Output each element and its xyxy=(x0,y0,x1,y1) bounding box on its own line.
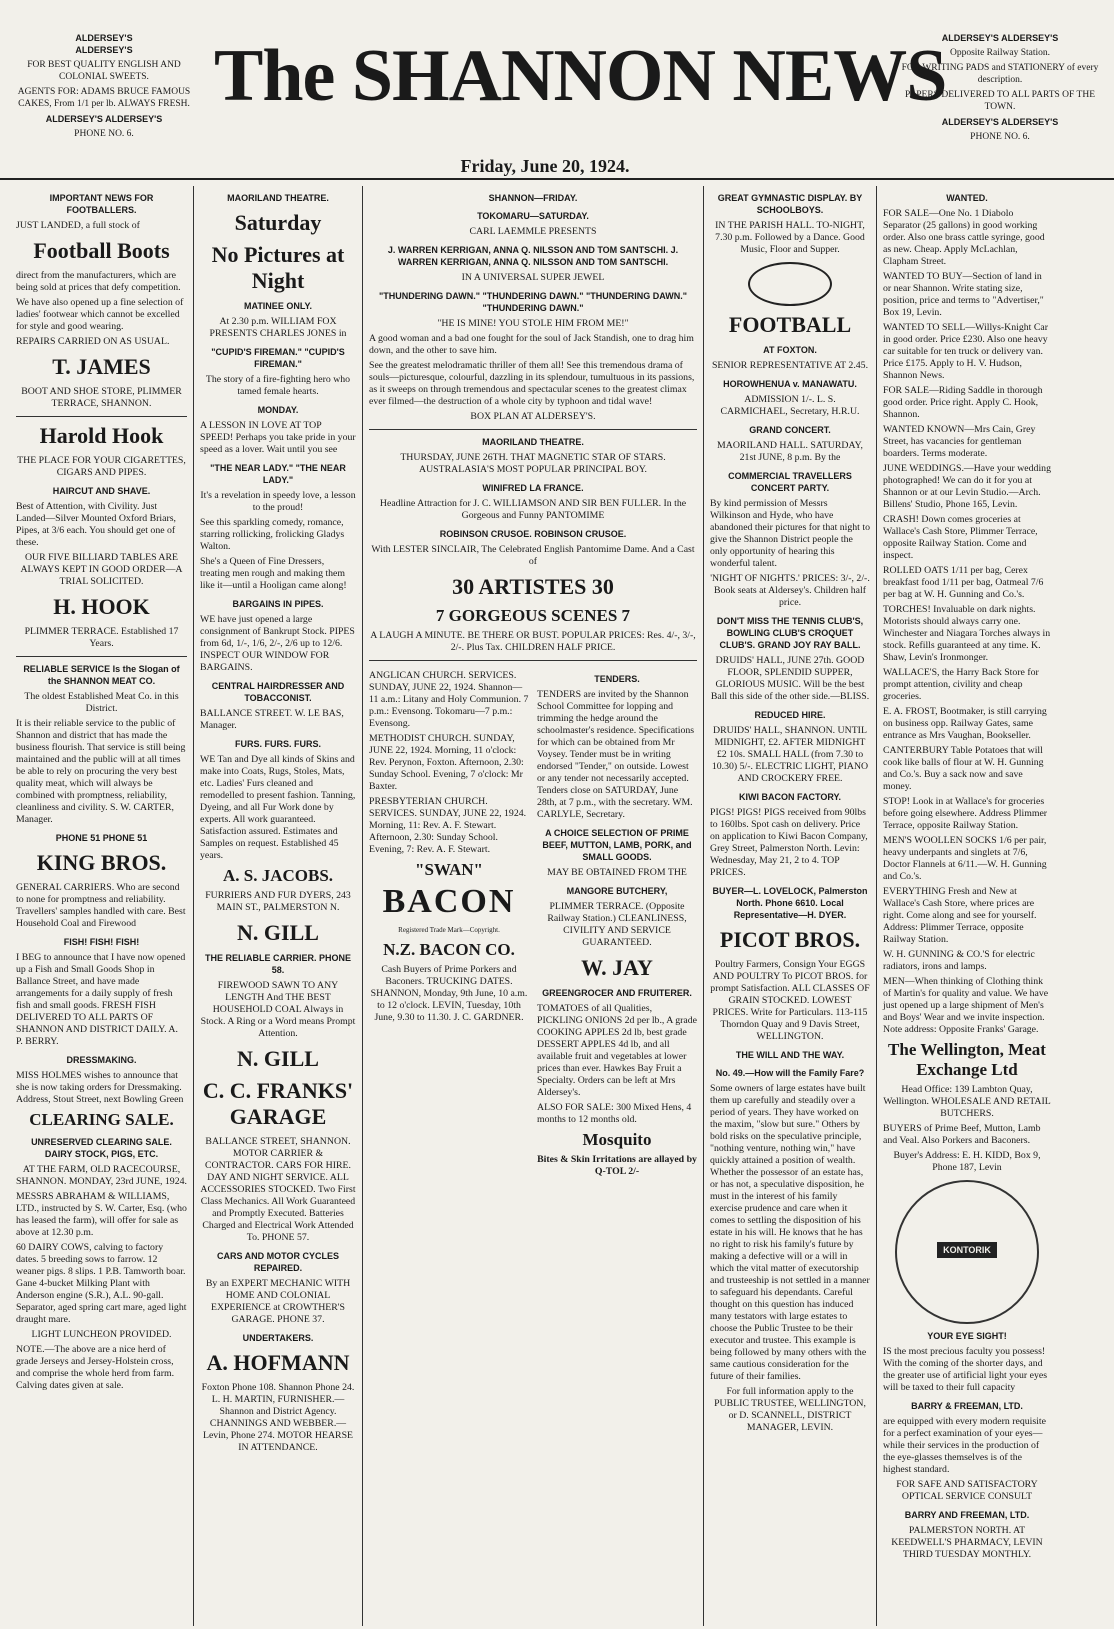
text: REPAIRS CARRIED ON AS USUAL. xyxy=(16,336,170,347)
ad-headline: H. HOOK xyxy=(53,594,150,619)
text: The oldest Established Meat Co. in this District. xyxy=(24,691,179,714)
text: PLIMMER TERRACE. Established 17 Years. xyxy=(24,626,179,649)
ear-text: FOR WRITING PADS and STATIONERY of every description. xyxy=(901,63,1099,85)
text: AT THE FARM, OLD RACECOURSE, SHANNON. MONDAY, 23rd JUNE, 1924. xyxy=(16,1164,187,1187)
football-icon xyxy=(748,262,832,306)
heading: RELIABLE SERVICE Is the Slogan of the SHANNON MEAT CO. xyxy=(23,664,180,686)
heading: DON'T MISS THE TENNIS CLUB'S, BOWLING CLUB'S CROQUET CLUB'S. GRAND JOY RAY BALL. xyxy=(716,616,864,650)
newspaper-title: The SHANNON NEWS xyxy=(214,35,947,117)
ad-headline: KING BROS. xyxy=(36,850,167,875)
classified: W. H. GUNNING & CO.'S for electric radiators, irons and lamps. xyxy=(883,949,1035,972)
ad-headline: The Wellington, Meat Exchange Ltd xyxy=(888,1040,1046,1079)
text: IN A UNIVERSAL SUPER JEWEL xyxy=(461,272,605,283)
classified: CRASH! Down comes groceries at Wallace's Cash Store, Plimmer Terrace, opposite Railway Station. Come and inspect. xyxy=(883,514,1038,561)
heading: "THUNDERING DAWN." "THUNDERING DAWN." "THUNDERING DAWN." "THUNDERING DAWN." xyxy=(378,291,688,313)
text: OUR FIVE BILLIARD TABLES ARE ALWAYS KEPT IN GOOD ORDER—A TRIAL SOLICITED. xyxy=(20,552,183,587)
ear-text: Opposite Railway Station. xyxy=(949,48,1050,58)
text: We have also opened up a fine selection of ladies' footwear which cannot be excelled for style and good wearing. xyxy=(16,297,184,332)
text: LIGHT LUNCHEON PROVIDED. xyxy=(31,1329,172,1340)
text: DRUIDS' HALL, SHANNON. UNTIL MIDNIGHT, £2. AFTER MIDNIGHT £2 10s. SMALL HALL (from 7.30 to 10.30) 5/-. ELECTRIC LIGHT, PIANO AND CROCKERY FREE. xyxy=(711,725,869,784)
text: FURRIERS AND FUR DYERS, 243 MAIN ST., PALMERSTON N. xyxy=(205,890,351,913)
heading: "THE NEAR LADY." "THE NEAR LADY." xyxy=(210,463,346,485)
classified: CANTERBURY Table Potatoes that will cook like balls of flour at W. H. Gunning and Co.'s. Buy a sack now and save money. xyxy=(883,745,1044,792)
classified: WALLACE'S, the Harry Back Store for prompt attention, civility and cheap groceries. xyxy=(883,667,1039,702)
heading: YOUR EYE SIGHT! xyxy=(927,1331,1007,1341)
swan-label: "SWAN" xyxy=(415,860,483,879)
ad-headline: W. JAY xyxy=(581,955,653,980)
text: GENERAL CARRIERS. Who are second to none for promptness and reliability. Travellers' samples handled with care. Best Household Coal and Firewood xyxy=(16,882,186,929)
church-notice: METHODIST CHURCH. SUNDAY, JUNE 22, 1924. Morning, 11 o'clock: Rev. Perynon, Foxton. Afternoon, 2.30: Sunday School. Evening, 7 o'clock: Mr Baxter. xyxy=(369,733,524,792)
divider xyxy=(16,416,187,417)
text: Some owners of large estates have built them up carefully and steadily over a period of years. They have worked on the maxim, "slow but sure." Others by bold risks on the speculative principle, "nothing venture, nothing win," have quickly attained a position of wealth. Whether the possessor of an estate has, or has not, a speculative disposition, he must in the interest of his family exercise prudence and care when it comes to settling the disposition of his estate in his will. He knows that he has no right to risk his family's future by making a defective will or a will in which the vital matter of executorship and trusteeship is not settled in a manner to safeguard his dependants. Careful thought on this question has induced many testators with large estates to choose the Public Trustee to be their executor and trustee. This example is being followed by many others with the same cautious consideration for the future of their families. xyxy=(710,1083,870,1382)
text: IN THE PARISH HALL. TO-NIGHT, 7.30 p.m. Followed by a Dance. Good Music, Floor and Supper. xyxy=(715,220,865,255)
heading: REDUCED HIRE. xyxy=(754,710,826,720)
text: ADMISSION 1/-. L. S. CARMICHAEL, Secretary, H.R.U. xyxy=(720,394,860,417)
text: DRUIDS' HALL, JUNE 27th. GOOD FLOOR, SPLENDID SUPPER, GLORIOUS MUSIC. Will be the best Ball this side of the other side.—BLISS. xyxy=(710,655,870,702)
ear-name: ALDERSEY'S xyxy=(75,45,133,55)
heading: BUYER—L. LOVELOCK, Palmerston North. Phone 6610. Local Representative—H. DYER. xyxy=(712,886,868,920)
ear-name: ALDERSEY'S ALDERSEY'S xyxy=(45,114,163,124)
heading: BARGAINS IN PIPES. xyxy=(232,599,324,609)
text: A good woman and a bad one fought for the soul of Jack Standish, one to drag him down, and the other to save him. xyxy=(369,333,694,356)
heading: "CUPID'S FIREMAN." "CUPID'S FIREMAN." xyxy=(211,347,345,369)
church-column xyxy=(369,667,529,1181)
text: It is their reliable service to the public of Shannon and district that has made the business flourish. That service is still being maintained and the public will at all times be able to rely on procuring the very best quality meat, which will always be combined with promptness, reliability, cleanliness and civility. S. W. CARTER, Manager. xyxy=(16,718,186,825)
text: Foxton Phone 108. Shannon Phone 24. L. H. MARTIN, FURNISHER.—Shannon and District Agency. CHANNINGS AND WEBBER.—Levin, Phone 274. MOTOR HEARSE IN ATTENDANCE. xyxy=(201,1382,355,1453)
heading: BARRY AND FREEMAN, LTD. xyxy=(904,1510,1030,1520)
heading: TOKOMARU—SATURDAY. xyxy=(477,211,589,221)
column-3 xyxy=(363,186,703,1626)
heading: CARS AND MOTOR CYCLES REPAIRED. xyxy=(216,1251,339,1273)
ad-headline: PICOT BROS. xyxy=(719,927,861,952)
text: Buyer's Address: E. H. KIDD, Box 9, Phone 187, Levin xyxy=(893,1150,1041,1173)
text: THE PLACE FOR YOUR CIGARETTES, CIGARS AND PIPES. xyxy=(17,455,186,478)
ear-name: ALDERSEY'S ALDERSEY'S xyxy=(941,33,1059,43)
text: Poultry Farmers, Consign Your EGGS AND POULTRY To PICOT BROS. for prompt Satisfaction. ALL CLASSES OF GRAIN STOCKED. LOWEST PRICES. Write for Particulars. 113-115 Thorndon Quay and 9 Davis Street, WELLINGTON. xyxy=(710,959,870,1042)
heading: MATINEE ONLY. xyxy=(243,301,312,311)
classified: JUNE WEDDINGS.—Have your wedding photographed! We can do it for you at Shannon or at our Levin Studio.—Arch. Billens' Studio, Phone 165, Levin. xyxy=(883,463,1051,510)
heading: WINIFRED LA FRANCE. xyxy=(482,483,584,493)
heading: THE WILL AND THE WAY. xyxy=(735,1050,845,1060)
ad-headline: Mosquito xyxy=(582,1130,652,1149)
heading: COMMERCIAL TRAVELLERS CONCERT PARTY. xyxy=(728,471,852,493)
lower-section xyxy=(369,667,697,1181)
classified: STOP! Look in at Wallace's for groceries before going elsewhere. Address Plimmer Terrace, opposite Railway Station. xyxy=(883,796,1048,831)
heading: FURS. FURS. FURS. xyxy=(234,739,321,749)
text: SENIOR REPRESENTATIVE AT 2.45. xyxy=(711,360,869,371)
ad-headline: Harold Hook xyxy=(39,423,164,448)
ear-name: ALDERSEY'S ALDERSEY'S xyxy=(941,117,1059,127)
text: 60 DAIRY COWS, calving to factory dates. 5 breeding sows to farrow. 12 weaner pigs. 8 slips. 1 P.B. Tamworth boar. Gane 4-bucket Milking Plant with Anderson engine (S.R.), A.L. 90-gall. Separator, aged spring cart mare, aged light draught mare. xyxy=(16,1242,187,1325)
classified: MEN—When thinking of Clothing think of Martin's for quality and value. We have just opened up a large shipment of Men's and Boys' Wear and we invite inspection. Note address: Opposite Franks' Garage. xyxy=(883,976,1049,1035)
heading: FISH! FISH! FISH! xyxy=(63,937,140,947)
text: BOX PLAN AT ALDERSEY'S. xyxy=(470,411,596,422)
text: MAY BE OBTAINED FROM THE xyxy=(547,867,687,878)
classified: WANTED TO BUY—Section of land in or near Shannon. Write stating size, position, price and terms to "Advertiser," Box 19, Levin. xyxy=(883,271,1044,318)
text: are equipped with every modern requisite for a perfect examination of your eyes—while their services in the production of the eye-glasses themselves is of the highest standard. xyxy=(883,1416,1046,1475)
kontorik-logo xyxy=(895,1180,1039,1324)
ad-headline: 30 ARTISTES 30 xyxy=(452,574,614,599)
ad-headline: Football Boots xyxy=(33,238,170,263)
heading: A CHOICE SELECTION OF PRIME BEEF, MUTTON, LAMB, PORK, and SMALL GOODS. xyxy=(542,828,692,862)
ad-headline: CLEARING SALE. xyxy=(29,1110,174,1129)
column-1 xyxy=(10,186,193,1626)
ad-headline: FOOTBALL xyxy=(728,312,852,337)
text: IS the most precious faculty you possess! With the coming of the shorter days, and the greater use of artificial light your eyes will be taxed to their full capacity xyxy=(883,1346,1048,1393)
text: A LAUGH A MINUTE. BE THERE OR BUST. POPULAR PRICES: Res. 4/-, 3/-, 2/-. Plus Tax. CHILDREN HALF PRICE. xyxy=(370,630,696,653)
classified: MEN'S WOOLLEN SOCKS 1/6 per pair, heavy underpants and singlets at 7/6, Doctor Flannels at 6/11.—W. H. Gunning and Co.'s. xyxy=(883,835,1047,882)
text: BOOT AND SHOE STORE, PLIMMER TERRACE, SHANNON. xyxy=(21,386,182,409)
classified: TORCHES! Invaluable on dark nights. Motorists should always carry one. Winchester and Niagara Torches always in stock. Refills guaranteed at any time. K. Shaw, Levin's Ironmonger. xyxy=(883,604,1051,663)
divider xyxy=(369,660,697,661)
text: BALLANCE STREET. W. LE BAS, Manager. xyxy=(200,708,344,731)
heading: PHONE 51 PHONE 51 xyxy=(55,833,148,843)
text: Head Office: 139 Lambton Quay, Wellington. WHOLESALE AND RETAIL BUTCHERS. xyxy=(883,1084,1051,1119)
text: Best of Attention, with Civility. Just Landed—Silver Mounted Oxford Briars, Pipes, at 3/6 each. You should get one of these. xyxy=(16,501,176,548)
heading: J. WARREN KERRIGAN, ANNA Q. NILSSON AND TOM SANTSCHI. J. WARREN KERRIGAN, ANNA Q. NILSSON AND TOM SANTSCHI. xyxy=(387,245,679,267)
ad-headline: T. JAMES xyxy=(52,354,151,379)
text: NOTE.—The above are a nice herd of grade Jerseys and Jersey-Holstein cross, and comprise the whole herd from farm. Calving dates given at sale. xyxy=(16,1344,175,1391)
heading: BARRY & FREEMAN, LTD. xyxy=(911,1401,1023,1411)
heading: UNRESERVED CLEARING SALE. DAIRY STOCK, PIGS, ETC. xyxy=(31,1137,172,1159)
bacon-logo: BACON xyxy=(382,883,516,920)
text: With LESTER SINCLAIR, The Celebrated English Pantomime Dame. And a Cast of xyxy=(371,544,695,567)
heading: MANGORE BUTCHERY, xyxy=(566,886,668,896)
text: ALSO FOR SALE: 300 Mixed Hens, 4 months to 12 months old. xyxy=(537,1102,692,1125)
heading: ROBINSON CRUSOE. ROBINSON CRUSOE. xyxy=(439,529,627,539)
heading: IMPORTANT NEWS FOR FOOTBALLERS. xyxy=(49,193,154,215)
text: The story of a fire-fighting hero who tamed female hearts. xyxy=(205,374,351,397)
text: BUYERS of Prime Beef, Mutton, Lamb and Veal. Also Porkers and Baconers. xyxy=(883,1123,1041,1146)
heading: SHANNON—FRIDAY. xyxy=(488,193,578,203)
text: PLIMMER TERRACE. (Opposite Railway Station.) CLEANLINESS, CIVILITY AND SERVICE GUARANTEED. xyxy=(547,901,687,948)
text: MESSRS ABRAHAM & WILLIAMS, LTD., instructed by S. W. Carter, Esq. (who has leased the farm), will offer for sale as above at 12.30 p.m. xyxy=(16,1191,187,1238)
heading: TENDERS. xyxy=(594,674,640,684)
text: direct from the manufacturers, which are being sold at prices that defy competition. xyxy=(16,270,181,293)
heading: AT FOXTON. xyxy=(763,345,817,355)
heading: THE RELIABLE CARRIER. PHONE 58. xyxy=(204,953,351,975)
classified: ROLLED OATS 1/11 per bag, Cerex breakfast food 1/11 per bag, Oatmeal 7/6 per bag at W. H. Gunning and Co.'s. xyxy=(883,565,1044,600)
text: A LESSON IN LOVE AT TOP SPEED! Perhaps you take pride in your speed as a lover. Wait until you see xyxy=(200,420,356,455)
text: By an EXPERT MECHANIC WITH HOME AND COLONIAL EXPERIENCE at CROWTHER'S GARAGE. PHONE 37. xyxy=(205,1278,351,1325)
text: CARL LAEMMLE PRESENTS xyxy=(469,226,597,237)
text: MISS HOLMES wishes to announce that she is now taking orders for Dressmaking. Address, Stout Street, next Bowling Green xyxy=(16,1070,184,1105)
ad-headline: Saturday xyxy=(234,210,322,235)
church-notice: PRESBYTERIAN CHURCH. SERVICES. SUNDAY, JUNE 22, 1924. Morning, 11: Rev. A. F. Stewart. Afternoon, 2.30: Sunday School. Evening, 7: Rev. A. F. Stewart. xyxy=(369,796,527,855)
text: TENDERS are invited by the Shannon School Committee for lopping and trimming the hedge around the schoolmaster's residence. Specifications for which can be obtained from Mr Voysey. Tender must be in writing endorsed "Tender," on outside. Lowest or any tender not necessarily accepted. Tenders close on SATURDAY, June 28th, at 7 p.m., with the secretary. WM. CARLYLE, Secretary. xyxy=(537,689,695,820)
left-ear-ad xyxy=(4,32,204,143)
text: It's a revelation in speedy love, a lesson to the proud! xyxy=(200,490,356,513)
heading: GREAT GYMNASTIC DISPLAY. BY SCHOOLBOYS. xyxy=(717,193,863,215)
ad-headline: N.Z. BACON CO. xyxy=(383,940,515,959)
classified: EVERYTHING Fresh and New at Wallace's Cash Store, where prices are right. Come along and see for yourself. Address: Plimmer Terrace, opposite Railway Station. xyxy=(883,886,1037,945)
divider xyxy=(16,656,187,657)
ear-text: AGENTS FOR: ADAMS BRUCE FAMOUS CAKES, From 1/1 per lb. ALWAYS FRESH. xyxy=(17,87,191,109)
heading: GRAND CONCERT. xyxy=(749,425,831,435)
classified: WANTED KNOWN—Mrs Cain, Grey Street, has vacancies for gentleman boarders. Terms moderate. xyxy=(883,424,1036,459)
classified: FOR SALE—One No. 1 Diabolo Separator (25 gallons) in good working order. Also one brass cattle syringe, good as new. Cheap. Apply McLachlan, Clapham Street. xyxy=(883,208,1045,267)
heading: UNDERTAKERS. xyxy=(242,1333,314,1343)
text: 'NIGHT OF NIGHTS.' PRICES: 3/-, 2/-. Book seats at Aldersey's. Children half price. xyxy=(710,573,870,608)
heading: MAORILAND THEATRE. xyxy=(227,193,329,203)
heading: GREENGROCER AND FRUITERER. xyxy=(542,988,692,998)
church-notice: ANGLICAN CHURCH. SERVICES. SUNDAY, JUNE 22, 1924. Shannon—11 a.m.: Litany and Holy Communion. 7 p.m.: Evensong. Tokomaru—7 p.m.: Evensong. xyxy=(369,670,529,729)
heading: MAORILAND THEATRE. xyxy=(482,437,584,447)
text: She's a Queen of Fine Dressers, treating men rough and making them like it—until a Hooligan came along! xyxy=(200,556,347,591)
ear-phone: PHONE NO. 6. xyxy=(970,132,1030,142)
text: FIREWOOD SAWN TO ANY LENGTH And THE BEST HOUSEHOLD COAL Always in Stock. A Ring or a Word means Prompt Attention. xyxy=(200,980,356,1039)
heading: HAIRCUT AND SHAVE. xyxy=(52,486,151,496)
text: MAORILAND HALL. SATURDAY, 21st JUNE, 8 p.m. By the xyxy=(717,440,863,463)
text: PIGS! PIGS! PIGS received from 90lbs to 160lbs. Spot cash on delivery. Price on application to Kiwi Bacon Company, Grey Street, Palmerston North. Levin: Wednesday, May 21, 2 to 4. TOP PRICES. xyxy=(710,807,868,878)
ear-phone: PHONE NO. 6. xyxy=(74,129,134,139)
divider xyxy=(369,429,697,430)
text: At 2.30 p.m. WILLIAM FOX PRESENTS CHARLES JONES in xyxy=(209,316,347,339)
ad-headline: 7 GORGEOUS SCENES 7 xyxy=(435,606,631,625)
text: TOMATOES of all Qualities, PICKLING ONIONS 2d per lb., A grade COOKING APPLES 2d lb, best grade DESSERT APPLES 4d lb, and all available fruit and vegetables at lower prices than ever. Hawkes Bay Fruit a Specialty. Orders can be left at Mrs Aldersey's. xyxy=(537,1003,697,1098)
text: WE Tan and Dye all kinds of Skins and make into Coats, Rugs, Stoles, Mats, etc. Ladies' Furs cleaned and remodelled to present fashion. Tanning, Dyeing, and all Fur Work done by experts. All work guaranteed. Satisfaction assured. Estimates and Samples on request. Established 45 years. xyxy=(200,754,356,861)
ear-text: FOR BEST QUALITY ENGLISH AND COLONIAL SWEETS. xyxy=(27,60,181,82)
column-2 xyxy=(194,186,362,1626)
heading: CENTRAL HAIRDRESSER AND TOBACCONIST. xyxy=(211,681,345,703)
heading: DRESSMAKING. xyxy=(66,1055,137,1065)
classified: E. A. FROST, Bootmaker, is still carrying on business opp. Railway Gates, same entrance as Mrs Vaughan, Bookseller. xyxy=(883,706,1047,741)
text: JUST LANDED, a full stock of xyxy=(16,220,140,231)
column-5 xyxy=(877,186,1057,1626)
text: THURSDAY, JUNE 26TH. THAT MAGNETIC STAR OF STARS. AUSTRALASIA'S MOST POPULAR PRINCIPAL BOY. xyxy=(400,452,666,475)
ear-name: ALDERSEY'S xyxy=(75,33,133,43)
text: See the greatest melodramatic thriller of them all! See this tremendous drama of souls—picturesque, colourful, dazzling in its splendour, tumultuous in its passions, as it sweeps on through tremendous and spectacular scenes to the greatest climax ever filmed—the destruction of a whole city by typhoon and tidal wave! xyxy=(369,360,695,407)
logo-text: KONTORIK xyxy=(937,1242,997,1258)
issue-date: Friday, June 20, 1924. xyxy=(460,156,630,176)
column-4 xyxy=(704,186,876,1626)
ad-headline: N. GILL xyxy=(237,1046,319,1071)
text: By kind permission of Messrs Wilkinson and Hyde, who have abandoned their pictures for that night to give the Shannon District people the only opportunity of hearing this wonderful talent. xyxy=(710,498,870,569)
heading: KIWI BACON FACTORY. xyxy=(738,792,841,802)
text: Headline Attraction for J. C. WILLIAMSON AND SIR BEN FULLER. In the Gorgeous and Funny PANTOMIME xyxy=(379,498,687,521)
heading: HOROWHENUA v. MANAWATU. xyxy=(723,379,857,389)
text: FOR SAFE AND SATISFACTORY OPTICAL SERVICE CONSULT xyxy=(896,1479,1038,1502)
text: "HE IS MINE! YOU STOLE HIM FROM ME!" xyxy=(437,318,629,329)
text: See this sparkling comedy, romance, starring rollicking, frolicking Gladys Walton. xyxy=(200,517,345,552)
text: Cash Buyers of Prime Porkers and Baconers. TRUCKING DATES. SHANNON, Monday, 9th June, 10 a.m. to 12 o'clock. LEVIN, Tuesday, 10th June, 9.30 to 11.30. J. C. GARDNER. xyxy=(370,964,528,1023)
classified: WANTED TO SELL—Willys-Knight Car in good order. Price £230. Also one heavy car suitable for ten truck or delivery van. Price £175. Apply to H. V. Hudson, Shannon News. xyxy=(883,322,1048,381)
heading: WANTED. xyxy=(946,193,988,203)
ad-headline: No Pictures at Night xyxy=(211,242,345,293)
classified: FOR SALE—Riding Saddle in thorough good order. Price right. Apply C. Hook, Shannon. xyxy=(883,385,1043,420)
tenders-column xyxy=(537,667,697,1181)
text: Registered Trade Mark—Copyright. xyxy=(398,926,500,934)
text: I BEG to announce that I have now opened up a Fish and Small Goods Shop in Ballance Street, and have made arrangements for a daily supply of fresh fish and small goods. FRESH FISH DELIVERED TO ALL PARTS OF SHANNON AND DISTRICT DAILY. A. P. BERRY. xyxy=(16,952,186,1047)
text: PALMERSTON NORTH. AT KEEDWELL'S PHARMACY, LEVIN THIRD TUESDAY MONTHLY. xyxy=(891,1525,1043,1560)
heading: No. 49.—How will the Family Fare? xyxy=(715,1068,865,1078)
text: For full information apply to the PUBLIC TRUSTEE, WELLINGTON, or D. SCANNELL, DISTRICT MANAGER, LEVIN. xyxy=(714,1386,866,1433)
text: WE have just opened a large consignment of Bankrupt Stock. PIPES from 6d, 1/-, 1/6, 2/-, 2/6 up to 12/6. INSPECT OUR WINDOW FOR BARGAINS. xyxy=(200,614,355,673)
ad-headline: C. C. FRANKS' GARAGE xyxy=(202,1078,354,1129)
masthead xyxy=(0,0,1114,180)
right-ear-ad xyxy=(900,32,1100,146)
heading: MONDAY. xyxy=(257,405,299,415)
ear-text: PAPERS DELIVERED TO ALL PARTS OF THE TOWN. xyxy=(905,90,1095,112)
text: Bites & Skin Irritations are allayed by Q-TOL 2/- xyxy=(537,1154,697,1177)
text: BALLANCE STREET, SHANNON. MOTOR CARRIER & CONTRACTOR. CARS FOR HIRE. DAY AND NIGHT SERVICE. ALL ACCESSORIES STOCKED. Two First Class Mechanics. All Work Guaranteed and Promptly Executed. Batteries Charged and Electrical Work Attended To. PHONE 57. xyxy=(200,1136,356,1243)
ad-headline: N. GILL xyxy=(237,920,319,945)
ad-headline: A. S. JACOBS. xyxy=(222,866,334,885)
ad-headline: A. HOFMANN xyxy=(206,1350,350,1375)
